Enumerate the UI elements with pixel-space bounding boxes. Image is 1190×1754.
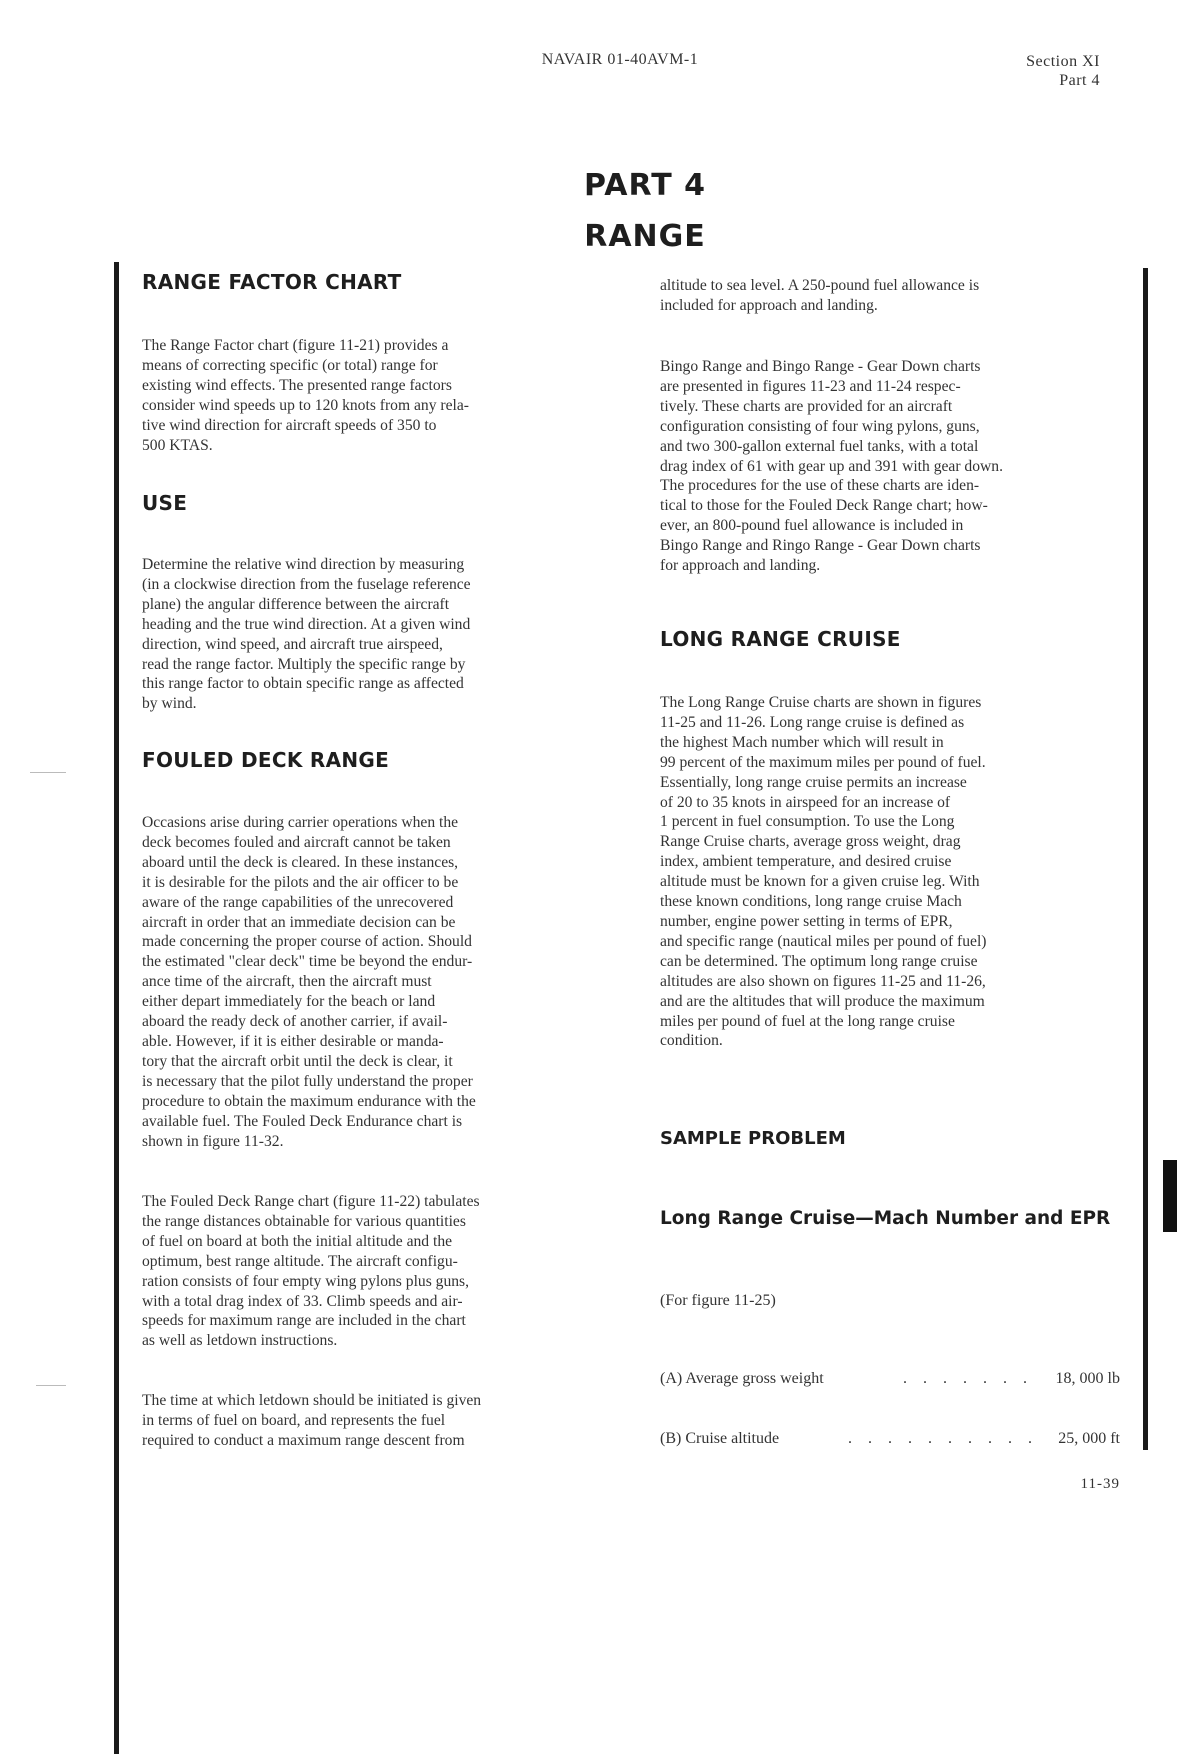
text-line: tical to those for the Fouled Deck Range chart; how-: [660, 497, 988, 515]
fouled-deck-paragraph-2: [142, 1192, 614, 1351]
text-line: this range factor to obtain specific range as affected: [142, 675, 464, 693]
text-line: aircraft in order that an immediate decision can be: [142, 913, 456, 931]
text-line: required to conduct a maximum range descent from: [142, 1431, 465, 1449]
text-line: condition.: [660, 1032, 723, 1050]
leader-dots: . . . . . . .: [903, 1370, 1033, 1387]
range-factor-paragraph: [142, 336, 614, 455]
text-line: it is desirable for the pilots and the air officer to be: [142, 873, 459, 891]
text-line: altitude to sea level. A 250-pound fuel allowance is: [660, 277, 980, 294]
text-line: index, ambient temperature, and desired cruise: [660, 853, 952, 871]
use-paragraph: [142, 555, 614, 714]
part-number: Part 4: [1059, 72, 1100, 89]
text-line: 11-25 and 11-26. Long range cruise is defined as: [660, 713, 965, 731]
heading-use: USE: [142, 491, 188, 515]
text-line: Occasions arise during carrier operations when the: [142, 814, 459, 831]
bingo-range-paragraph: [660, 357, 1126, 576]
text-line: plane) the angular difference between the aircraft: [142, 595, 450, 613]
text-line: tive wind direction for aircraft speeds of 350 to: [142, 416, 437, 434]
text-line: miles per pound of fuel at the long range cruise: [660, 1012, 955, 1030]
text-line: included for approach and landing.: [660, 296, 878, 314]
scan-smudge: [30, 772, 66, 773]
text-line: the highest Mach number which will result in: [660, 733, 944, 751]
text-line: means of correcting specific (or total) range for: [142, 356, 438, 374]
text-line: aboard the ready deck of another carrier, if avail-: [142, 1013, 448, 1031]
fouled-deck-paragraph-3: [142, 1391, 614, 1451]
text-line: The procedures for the use of these charts are iden-: [660, 477, 980, 495]
part-subject-title: RANGE: [584, 219, 706, 254]
row-value: 18, 000 lb: [1055, 1370, 1120, 1387]
text-line: tory that the aircraft orbit until the deck is clear, it: [142, 1052, 453, 1070]
text-line: as well as letdown instructions.: [142, 1332, 338, 1350]
text-line: number, engine power setting in terms of EPR,: [660, 912, 953, 930]
text-line: and specific range (nautical miles per pound of fuel): [660, 932, 987, 950]
text-line: direction, wind speed, and aircraft true airspeed,: [142, 635, 443, 653]
text-line: 500 KTAS.: [142, 436, 213, 454]
heading-range-factor-chart: RANGE FACTOR CHART: [142, 270, 402, 294]
text-line: (in a clockwise direction from the fuselage reference: [142, 575, 471, 593]
text-line: Essentially, long range cruise permits an increase: [660, 773, 967, 791]
heading-long-range-cruise: LONG RANGE CRUISE: [660, 627, 901, 651]
scan-smudge: [36, 1385, 66, 1386]
part-title: PART 4: [584, 168, 706, 203]
thumb-tab-marker: [1163, 1160, 1177, 1232]
text-line: The Fouled Deck Range chart (figure 11-22) tabulates: [142, 1193, 480, 1210]
text-line: The time at which letdown should be initiated is given: [142, 1392, 482, 1409]
text-line: tively. These charts are provided for an aircraft: [660, 397, 953, 415]
page-number: 11-39: [1080, 1476, 1120, 1492]
change-bar-left: [114, 262, 119, 1754]
sample-problem-title: Long Range Cruise—Mach Number and EPR: [660, 1208, 1111, 1229]
row-label: (A) Average gross weight: [660, 1370, 824, 1387]
text-line: and two 300-gallon external fuel tanks, with a total: [660, 437, 979, 455]
text-line: read the range factor. Multiply the specific range by: [142, 655, 466, 673]
long-range-cruise-paragraph: [660, 693, 1126, 1051]
text-line: these known conditions, long range cruise Mach: [660, 893, 962, 911]
text-line: the range distances obtainable for various quantities: [142, 1212, 466, 1230]
text-line: 99 percent of the maximum miles per pound of fuel.: [660, 753, 986, 771]
row-label: (B) Cruise altitude: [660, 1430, 780, 1447]
text-line: the estimated "clear deck" time be beyond the endur-: [142, 953, 473, 971]
text-line: of fuel on board at both the initial altitude and the: [142, 1232, 453, 1250]
text-line: made concerning the proper course of action. Should: [142, 933, 472, 951]
text-line: procedure to obtain the maximum endurance with the: [142, 1092, 476, 1110]
text-line: with a total drag index of 33. Climb speeds and air-: [142, 1292, 463, 1310]
text-line: available fuel. The Fouled Deck Endurance chart is: [142, 1112, 463, 1130]
leader-dots: . . . . . . . . . .: [848, 1430, 1038, 1447]
text-line: aboard until the deck is cleared. In these instances,: [142, 853, 459, 871]
text-line: ance time of the aircraft, then the aircraft must: [142, 973, 432, 991]
text-line: Determine the relative wind direction by measuring: [142, 556, 465, 573]
text-line: altitude must be known for a given cruise leg. With: [660, 873, 980, 891]
text-line: 1 percent in fuel consumption. To use the Long: [660, 813, 955, 831]
figure-reference: (For figure 11-25): [660, 1292, 776, 1309]
fouled-deck-paragraph-1: [142, 813, 614, 1151]
text-line: can be determined. The optimum long range cruise: [660, 952, 978, 970]
text-line: either depart immediately for the beach or land: [142, 993, 436, 1011]
text-line: ration consists of four empty wing pylons plus guns,: [142, 1272, 470, 1290]
change-bar-right: [1143, 268, 1148, 1450]
text-line: speeds for maximum range are included in the chart: [142, 1312, 466, 1330]
text-line: The Range Factor chart (figure 11-21) provides a: [142, 337, 449, 354]
text-line: heading and the true wind direction. At a given wind: [142, 615, 471, 633]
text-line: in terms of fuel on board, and represents the fuel: [142, 1411, 446, 1429]
text-line: is necessary that the pilot fully understand the proper: [142, 1072, 473, 1090]
text-line: for approach and landing.: [660, 557, 821, 575]
text-line: drag index of 61 with gear up and 391 with gear down.: [660, 457, 1003, 475]
heading-sample-problem: SAMPLE PROBLEM: [660, 1128, 846, 1149]
text-line: Range Cruise charts, average gross weight, drag: [660, 833, 961, 851]
continued-paragraph: [660, 276, 1126, 316]
section-label: [990, 52, 1100, 90]
heading-fouled-deck-range: FOULED DECK RANGE: [142, 748, 390, 772]
text-line: configuration consisting of four wing pylons, guns,: [660, 417, 980, 435]
text-line: by wind.: [142, 695, 197, 713]
text-line: of 20 to 35 knots in airspeed for an increase of: [660, 793, 951, 811]
text-line: deck becomes fouled and aircraft cannot be taken: [142, 833, 451, 851]
text-line: The Long Range Cruise charts are shown in figures: [660, 694, 982, 711]
text-line: optimum, best range altitude. The aircraft configu-: [142, 1252, 458, 1270]
text-line: are presented in figures 11-23 and 11-24 respec-: [660, 377, 961, 395]
text-line: altitudes are also shown on figures 11-25 and 11-26,: [660, 972, 986, 990]
document-id: NAVAIR 01-40AVM-1: [541, 51, 699, 68]
text-line: ever, an 800-pound fuel allowance is included in: [660, 517, 964, 535]
text-line: existing wind effects. The presented range factors: [142, 376, 452, 394]
text-line: Bingo Range and Bingo Range - Gear Down charts: [660, 358, 981, 375]
text-line: shown in figure 11-32.: [142, 1132, 284, 1150]
section-number: Section XI: [1026, 53, 1100, 70]
text-line: Bingo Range and Ringo Range - Gear Down charts: [660, 537, 981, 555]
row-value: 25, 000 ft: [1058, 1430, 1120, 1447]
text-line: and are the altitudes that will produce the maximum: [660, 992, 985, 1010]
text-line: consider wind speeds up to 120 knots from any rela-: [142, 396, 469, 414]
text-line: able. However, if it is either desirable or manda-: [142, 1032, 444, 1050]
text-line: aware of the range capabilities of the unrecovered: [142, 893, 454, 911]
